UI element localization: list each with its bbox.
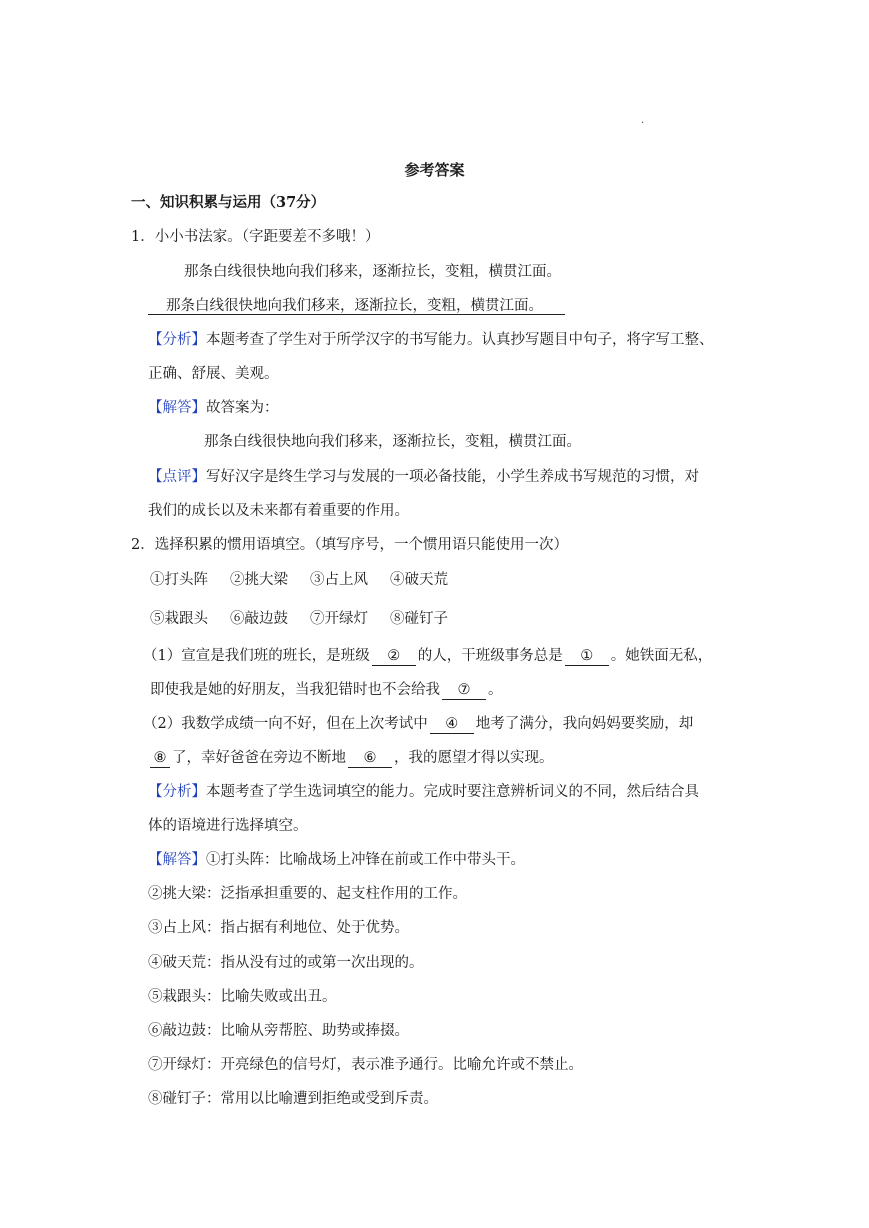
definition-item: ⑤栽跟头：比喻失败或出丑。 bbox=[148, 989, 337, 1005]
q2-sentence2 bbox=[143, 714, 693, 734]
q1-solution bbox=[148, 398, 279, 418]
option-item: ①打头阵 bbox=[150, 572, 208, 588]
sentence-text: 的人，干班级事务总是 bbox=[417, 648, 563, 664]
option-item: ⑧碰钉子 bbox=[390, 611, 448, 627]
option-item: ⑦开绿灯 bbox=[310, 611, 368, 627]
q2-analysis bbox=[148, 782, 699, 802]
q1-heading: 1．小小书法家。（字距要差不多哦！） bbox=[131, 229, 380, 245]
q2-options-row1 bbox=[150, 570, 470, 590]
option-item: ②挑大梁 bbox=[230, 572, 288, 588]
sentence-text: （1）宣宣是我们班的班长，是班级 bbox=[143, 648, 370, 664]
definition-item: ④破天荒：指从没有过的或第一次出现的。 bbox=[148, 955, 424, 971]
sentence-text: ，我的愿望才得以实现。 bbox=[394, 750, 554, 766]
option-item: ④破天荒 bbox=[390, 572, 448, 588]
q2-solution bbox=[148, 850, 525, 870]
answer-blank: ⑧ bbox=[150, 750, 170, 768]
option-item: ⑤栽跟头 bbox=[150, 611, 208, 627]
q1-analysis-text: 本题考查了学生对于所学汉字的书写能力。认真抄写题目中句子，将字写工整、 bbox=[206, 332, 714, 348]
solution-tag: 【解答】 bbox=[148, 400, 206, 416]
sentence-text: 了，幸好爸爸在旁边不断地 bbox=[172, 750, 346, 766]
q1-solution-text: 故答案为： bbox=[206, 400, 279, 416]
q1-analysis bbox=[148, 330, 714, 350]
comment-tag: 【点评】 bbox=[148, 469, 206, 485]
sentence-text: 地考了满分，我向妈妈要奖励，却 bbox=[475, 716, 694, 732]
sentence-text: 。 bbox=[488, 682, 503, 698]
analysis-tag: 【分析】 bbox=[148, 332, 206, 348]
q1-solution-sentence: 那条白线很快地向我们移来，逐渐拉长，变粗，横贯江面。 bbox=[204, 434, 581, 450]
sentence-text: 即使我是她的好朋友，当我犯错时也不会给我 bbox=[150, 682, 440, 698]
answer-blank: ② bbox=[372, 648, 416, 666]
solution-tag: 【解答】 bbox=[148, 852, 206, 868]
definition-item: ⑥敲边鼓：比喻从旁帮腔、助势或捧掇。 bbox=[148, 1023, 409, 1039]
q2-analysis-text: 本题考查了学生选词填空的能力。完成时要注意辨析词义的不同，然后结合具 bbox=[206, 784, 699, 800]
q2-sentence2-cont bbox=[150, 748, 554, 768]
answer-blank: ⑦ bbox=[442, 682, 486, 700]
definition-item: ②挑大梁：泛指承担重要的、起支柱作用的工作。 bbox=[148, 886, 467, 902]
analysis-tag: 【分析】 bbox=[148, 784, 206, 800]
option-item: ③占上风 bbox=[310, 572, 368, 588]
q2-sentence1 bbox=[143, 646, 712, 666]
q1-comment-text: 写好汉字是终生学习与发展的一项必备技能，小学生养成书写规范的习惯，对 bbox=[206, 469, 699, 485]
answer-blank: ④ bbox=[430, 716, 474, 734]
q1-comment-cont: 我们的成长以及未来都有着重要的作用。 bbox=[148, 503, 409, 519]
section-heading: 一、知识积累与运用（37分） bbox=[131, 194, 326, 211]
q2-heading: 2．选择积累的惯用语填空。（填写序号，一个惯用语只能使用一次） bbox=[131, 537, 568, 553]
sentence-text: 。她铁面无私， bbox=[610, 648, 713, 664]
q2-sentence1-cont bbox=[150, 680, 503, 700]
answer-blank: ⑥ bbox=[348, 750, 392, 768]
sentence-text: （2）我数学成绩一向不好，但在上次考试中 bbox=[143, 716, 428, 732]
q2-options-row2 bbox=[150, 609, 470, 629]
answer-blank: ① bbox=[565, 648, 609, 666]
definition-item: ⑦开绿灯：开亮绿色的信号灯，表示准予通行。比喻允许或不禁止。 bbox=[148, 1057, 583, 1073]
q1-analysis-cont: 正确、舒展、美观。 bbox=[148, 366, 279, 382]
q1-answer-line bbox=[148, 296, 565, 316]
definition-item: ⑧碰钉子：常用以比喻遭到拒绝或受到斥责。 bbox=[148, 1091, 438, 1107]
q1-comment bbox=[148, 467, 699, 487]
definition-item: ③占上风：指占据有利地位、处于优势。 bbox=[148, 920, 409, 936]
definition-item: ①打头阵：比喻战场上冲锋在前或工作中带头干。 bbox=[206, 852, 525, 868]
q2-analysis-cont: 体的语境进行选择填空。 bbox=[148, 818, 308, 834]
q1-sentence: 那条白线很快地向我们移来，逐渐拉长，变粗，横贯江面。 bbox=[184, 264, 561, 280]
q1-answer-text: 那条白线很快地向我们移来，逐渐拉长，变粗，横贯江面。 bbox=[148, 298, 565, 315]
page-dot: · bbox=[641, 118, 645, 129]
page-title: 参考答案 bbox=[404, 161, 465, 179]
option-item: ⑥敲边鼓 bbox=[230, 611, 288, 627]
